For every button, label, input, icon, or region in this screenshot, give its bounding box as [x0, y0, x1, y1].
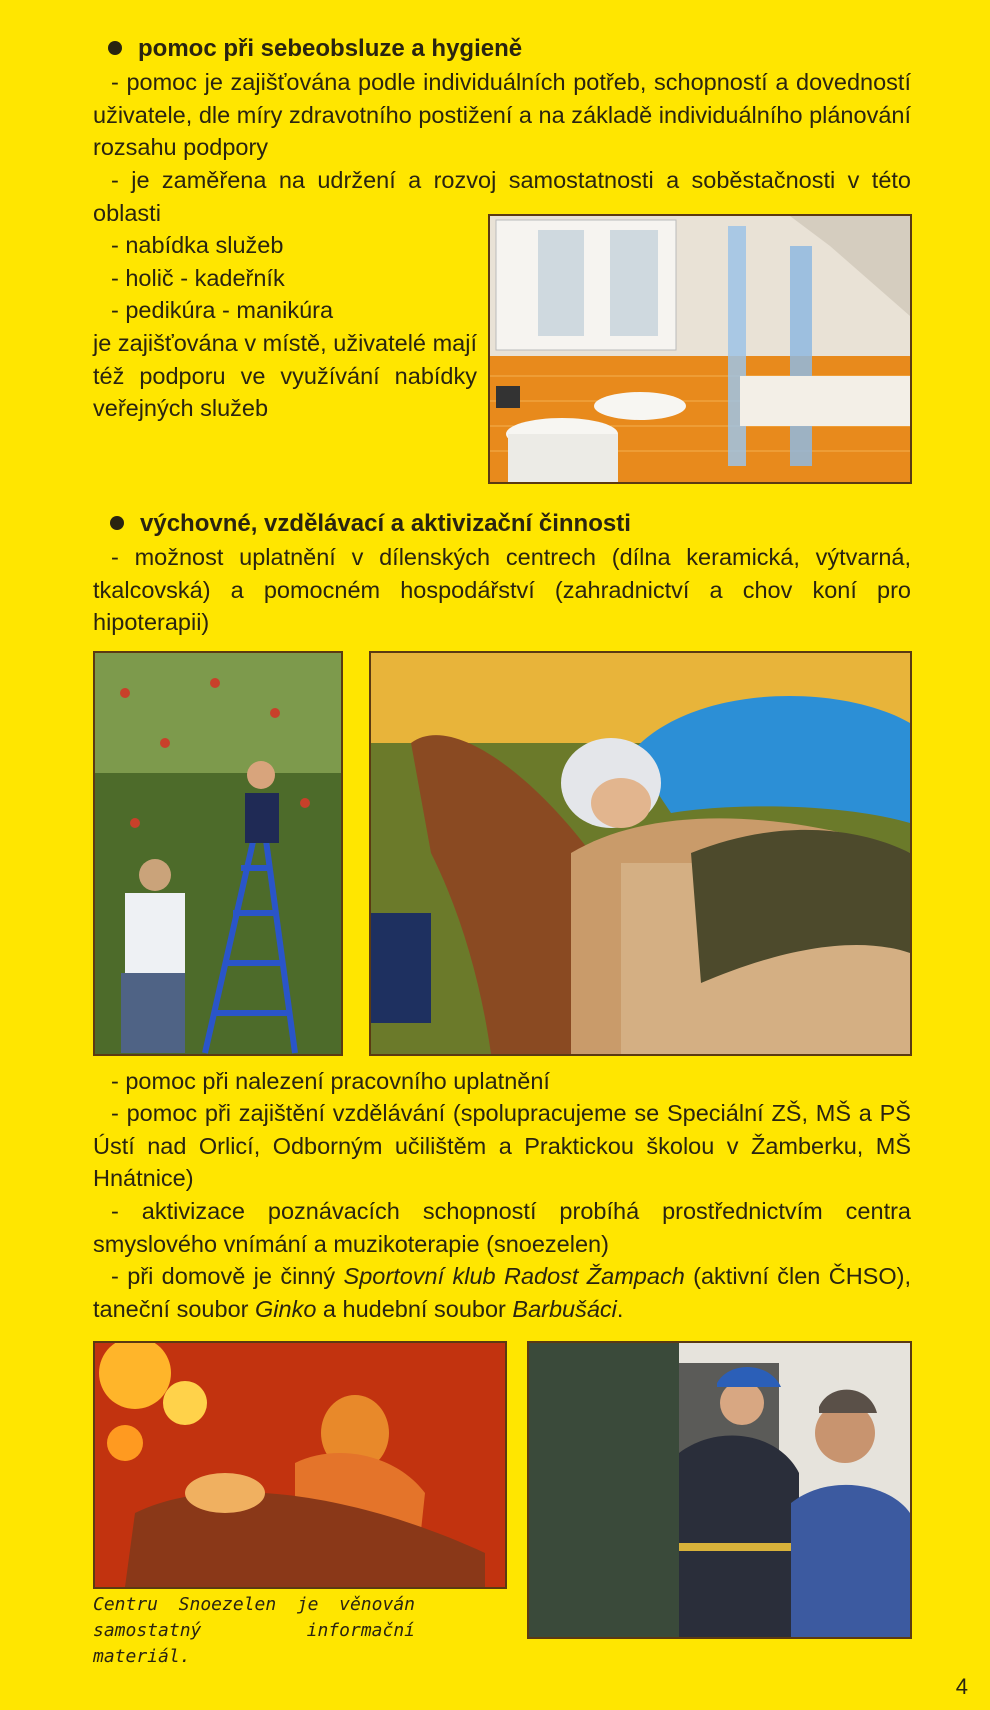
orchard-illustration — [95, 653, 341, 1054]
snoezelen-illustration — [95, 1343, 505, 1587]
section2-bullet-3: - aktivizace poznávacích schopností probíhá prostřednictvím centra smyslového vnímání a muzikoterapie (snoezelen) — [93, 1198, 911, 1257]
page-number: 4 — [955, 1674, 968, 1699]
workshop-illustration — [529, 1343, 910, 1637]
section1-service-list — [111, 229, 471, 327]
workshop-photo — [527, 1341, 912, 1639]
snoezelen-photo — [93, 1341, 507, 1589]
bathroom-photo — [488, 214, 912, 484]
music-group-name: Barbušáci — [512, 1295, 617, 1322]
bullet-dot — [108, 41, 122, 55]
section2-bullet-2: - pomoc při zajištění vzdělávání (spolupracujeme se Speciální ZŠ, MŠ a PŠ Ústí nad Orlicí, Odborným učilištěm a Praktickou školou v Žamberku, MŠ Hnátnice) — [93, 1100, 911, 1191]
list-item: - holič - kadeřník — [111, 264, 285, 291]
dance-group-name: Ginko — [255, 1295, 317, 1322]
list-item: - nabídka služeb — [111, 232, 284, 258]
section1-tail-paragraph: je zajišťována v místě, uživatelé mají též podporu ve využívání nabídky veřejných služeb — [93, 330, 477, 421]
section1-heading: pomoc při sebeobsluze a hygieně — [108, 34, 522, 64]
hippotherapy-illustration — [371, 653, 910, 1054]
hippotherapy-photo — [369, 651, 912, 1056]
section2-bullet-1: - pomoc při nalezení pracovního uplatnění — [111, 1068, 550, 1094]
section2-heading: výchovné, vzdělávací a aktivizační činnosti — [110, 509, 631, 539]
section1-paragraph-2: - je zaměřena na udržení a rozvoj samostatnosti a soběstačnosti v této oblasti — [93, 167, 911, 226]
sports-club-name: Sportovní klub Radost Žampach — [343, 1263, 685, 1289]
section2-bullet-4: - při domově je činný Sportovní klub Radost Žampach (aktivní člen ČHSO), taneční soubor Ginko a hudební soubor Barbušáci. — [93, 1263, 911, 1322]
list-item: - pedikúra - manikúra — [111, 297, 334, 323]
section2-intro: - možnost uplatnění v dílenských centrech (dílna keramická, výtvarná, tkalcovská) a pomocném hospodářství (zahradnictví a chov koní pro hipoterapii) — [93, 544, 911, 635]
section1-paragraph-1: - pomoc je zajišťována podle individuálních potřeb, schopností a dovedností uživatele, dle míry zdravotního postižení a na základě individuálního plánování rozsahu podpory — [93, 69, 911, 160]
orchard-photo — [93, 651, 343, 1056]
snoezelen-caption: Centru Snoezelen je věnován samostatný informační materiál. — [93, 1594, 415, 1667]
bullet-dot — [110, 516, 124, 530]
bathroom-illustration — [490, 216, 910, 482]
